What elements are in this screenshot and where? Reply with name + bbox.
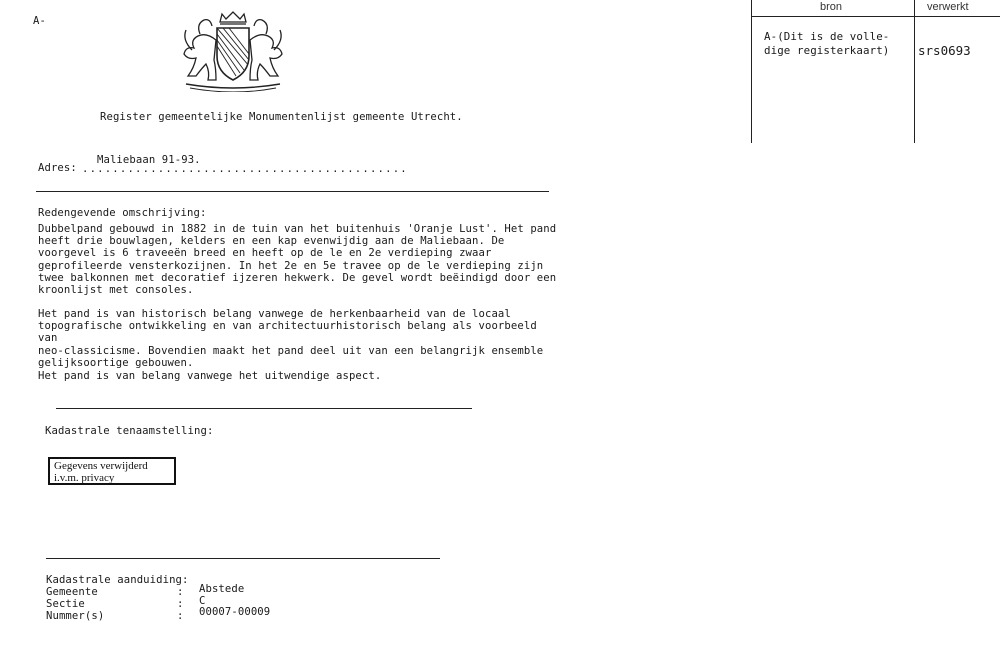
corner-mark: A- [33,15,46,27]
register-title: Register gemeentelijke Monumentenlijst gemeente Utrecht. [100,111,463,123]
cadastral-value: C [199,595,206,607]
source-table-header-divider [751,16,1000,17]
cadastral-owner-label: Kadastrale tenaamstelling: [45,425,214,437]
divider-top [36,191,549,192]
divider-bottom [46,558,440,559]
description-paragraph: Het pand is van historisch belang vanwege de herkenbaarheid van de locaal topografische ontwikkeling en van architectuurhistorisch belang als voorbeeld van neo-classicisme. Bovendien maakt het pand deel uit van een belangrijk ensemble gelijksoortige gebouwen. [38,308,544,369]
verwerkt-header: verwerkt [927,1,969,13]
cadastral-separator: : [177,586,184,598]
cadastral-key: Gemeente [46,586,98,598]
source-table-border-left [751,0,752,143]
privacy-notice: Gegevens verwijderd i.v.m. privacy [48,457,176,485]
description-paragraph: Het pand is van belang vanwege het uitwendige aspect. [38,370,382,382]
cadastral-value: Abstede [199,583,245,595]
cadastral-separator: : [177,598,184,610]
divider-middle [56,408,472,409]
utrecht-coat-of-arms-icon [176,10,290,92]
bron-value: A-(Dit is de volle- dige registerkaart) [764,30,890,57]
cadastral-separator: : [177,610,184,622]
bron-header: bron [820,1,843,13]
description-heading: Redengevende omschrijving: [38,207,207,219]
cadastral-designation-label: Kadastrale aanduiding: [46,574,189,586]
address-label: Adres: [38,162,77,174]
verwerkt-value: srs0693 [918,43,971,58]
source-table-border-middle [914,0,915,143]
address-dotted-line: ........................................... [82,163,408,175]
cadastral-key: Sectie [46,598,85,610]
cadastral-key: Nummer(s) [46,610,105,622]
cadastral-value: 00007-00009 [199,606,271,618]
address-value: Maliebaan 91-93. [97,154,201,166]
description-paragraph: Dubbelpand gebouwd in 1882 in de tuin van het buitenhuis 'Oranje Lust'. Het pand heeft drie bouwlagen, kelders en een kap evenwijdig aan de Maliebaan. De voorgevel is 6 traveeën breed en heeft op de le en 2e verdieping zwaar geprofileerde vensterkozijnen. In het 2e en 5e travee op de le verdieping zijn twee balkonnen met decoratief ijzeren hekwerk. De gevel wordt beëindigd door een kroonlijst met consoles. [38,223,557,297]
